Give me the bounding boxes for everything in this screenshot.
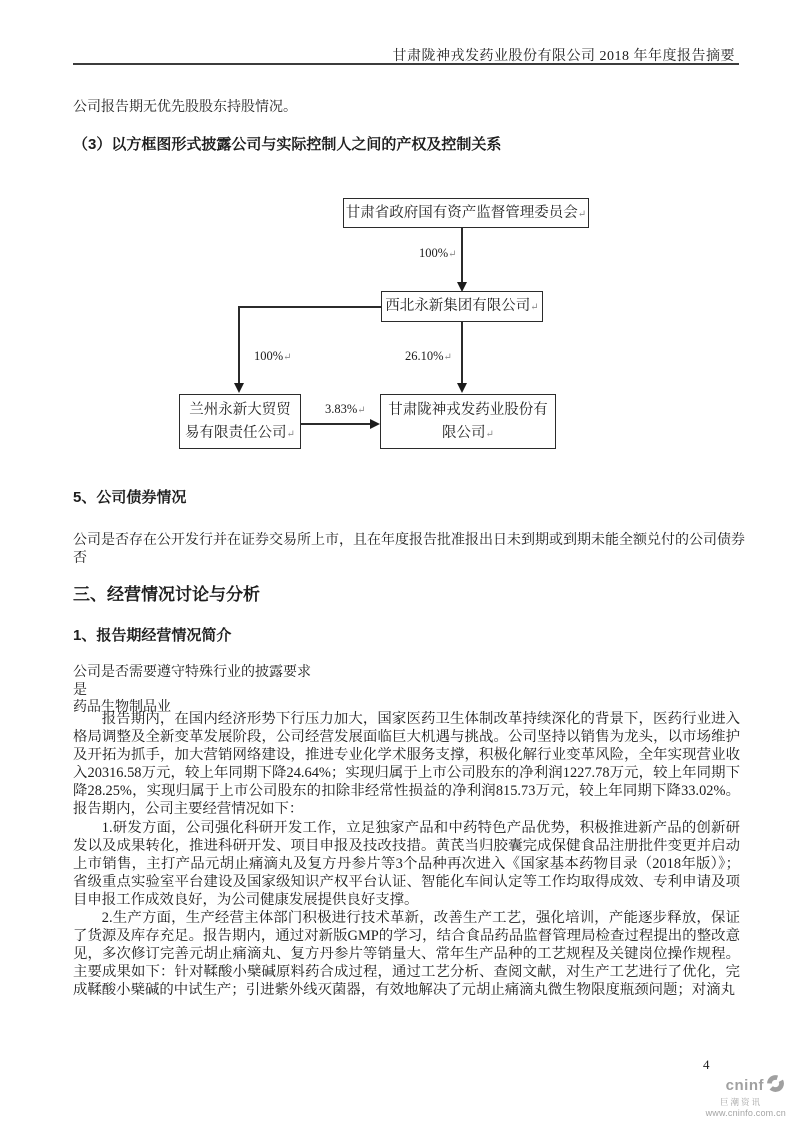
- arrowhead-down-icon: [457, 383, 467, 393]
- paragraph-rd: 1.研发方面，公司强化科研开发工作，立足独家产品和中药特色产品优势，积极推进新产品的创新研发以及成果转化，推进科研开发、项目申报及技改技措。黄芪当归胶囊完成保健食品注册批件变更并启动上市销售，主打产品元胡止痛滴丸及复方丹参片等3个品种再次进入《国家基本药物目录（2018年版）》；省级重点实验室平台建设及国家级知识产权平台认证、智能化车间认定等工作均取得成效、专利申请及项目申报工作成效良好，为公司健康发展提供良好支撑。: [73, 819, 740, 908]
- bond-answer: 否: [73, 551, 87, 566]
- no-preferred-shares-text: 公司报告期无优先股股东持股情况。: [73, 100, 297, 115]
- ownership-pct-right: 26.10%↵: [405, 349, 452, 363]
- section3-heading: （3）以方框图形式披露公司与实际控制人之间的产权及控制关系: [73, 136, 502, 153]
- cninfo-url: www.cninfo.com.cn: [705, 1107, 786, 1118]
- diagram-box-listed-company-line1: 甘肃陇神戎发药业股份有: [388, 402, 548, 419]
- special-disclosure-question: 公司是否需要遵守特殊行业的披露要求: [73, 665, 311, 680]
- special-disclosure-answer: 是: [73, 683, 87, 698]
- cninfo-chinese-name: 巨潮资讯: [719, 1097, 762, 1107]
- pilcrow-mark: ↵: [485, 428, 494, 440]
- connector-mid-company: [461, 322, 463, 384]
- connector-left-horizontal: [238, 306, 381, 308]
- diagram-box-group: [381, 291, 543, 322]
- section-three-heading: 三、经营情况讨论与分析: [73, 585, 260, 604]
- diagram-box-listed-company-line2: 限公司: [442, 424, 486, 441]
- ownership-diagram: [0, 0, 793, 470]
- header-title: 甘肃陇神戎发药业股份有限公司 2018 年年度报告摘要: [392, 49, 735, 64]
- connector-left-vertical: [238, 306, 240, 384]
- diagram-box-trade-co-line1: 兰州永新大贸贸: [189, 402, 291, 419]
- diagram-box-sasac-label: 甘肃省政府国有资产监督管理委员会: [345, 204, 578, 221]
- ownership-pct-cross: 3.83%↵: [325, 402, 366, 416]
- cninfo-logo: [696, 1074, 786, 1118]
- arrowhead-down-icon: [234, 383, 244, 393]
- pilcrow-mark: ↵: [577, 208, 587, 220]
- section5-heading: 5、公司债券情况: [73, 489, 187, 506]
- arrowhead-right-icon: [370, 419, 380, 429]
- operating-discussion-paragraphs: [73, 710, 740, 1000]
- paragraph-production: 2.生产方面，生产经营主体部门积极进行技术革新，改善生产工艺，强化培训，产能逐步释放，保证了货源及库存充足。报告期内，通过对新版GMP的学习，结合食品药品监督管理局检查过程提出的整改意见，多次修订完善元胡止痛滴丸、复方丹参片等销量大、常年生产品种的工艺规程及关键岗位操作规程。主要成果如下：针对鞣酸小檗碱原料药合成过程，通过工艺分析、查阅文献，对生产工艺进行了优化，完成鞣酸小檗碱的中试生产；引进紫外线灭菌器，有效地解决了元胡止痛滴丸微生物限度瓶颈问题；对滴丸: [73, 910, 740, 999]
- diagram-box-trade-co-line2: 易有限责任公司: [185, 424, 287, 441]
- sub1-heading: 1、报告期经营情况简介: [73, 627, 232, 644]
- diagram-box-sasac: [343, 198, 589, 228]
- cninfo-swirl-icon: [765, 1074, 786, 1097]
- industry-name: 药品生物制品业: [73, 700, 171, 715]
- diagram-box-trade-co: [179, 394, 301, 449]
- pilcrow-mark: ↵: [530, 302, 539, 314]
- pilcrow-mark: ↵: [286, 428, 295, 440]
- cninfo-brand-text: cninf: [725, 1077, 764, 1094]
- page-number: 4: [703, 1057, 710, 1072]
- ownership-pct-top: 100%↵: [419, 246, 457, 260]
- connector-top-mid: [461, 228, 463, 283]
- ownership-pct-left: 100%↵: [254, 349, 292, 363]
- connector-cross: [301, 423, 371, 425]
- diagram-box-listed-company: [380, 394, 556, 449]
- diagram-box-group-label: 西北永新集团有限公司: [385, 298, 531, 315]
- paragraph-overview: 报告期内，在国内经济形势下行压力加大，国家医药卫生体制改革持续深化的背景下，医药行业进入格局调整及全新变革发展阶段，公司经营发展面临巨大机遇与挑战。公司坚持以销售为龙头，以市场维护及开拓为抓手，加大营销网络建设，推进专业化学术服务支撑，积极化解行业变革风险，全年实现营业收入20316.58万元，较上年同期下降24.64%；实现归属于上市公司股东的净利润1227.78万元，较上年同期下降28.25%，实现归属于上市公司股东的扣除非经常性损益的净利润815.73万元，较上年同期下降33.02%。报告期内，公司主要经营情况如下：: [73, 711, 740, 818]
- bond-question: 公司是否存在公开发行并在证券交易所上市，且在年度报告批准报出日未到期或到期未能全额兑付的公司债券: [73, 533, 745, 548]
